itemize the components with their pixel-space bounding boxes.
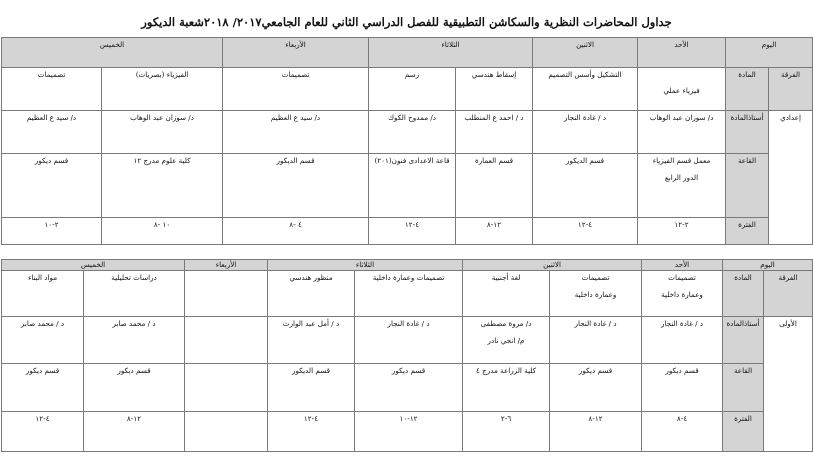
teacher-cell: د / احمد ع المنطلب xyxy=(456,110,533,153)
hall-cell: قسم العمارة xyxy=(456,154,533,217)
row-label-period: الفترة xyxy=(723,411,764,451)
period-cell: ١٠ -٨ xyxy=(102,217,223,244)
hall-cell xyxy=(185,363,268,411)
day-header-sunday: الأحد xyxy=(642,260,723,271)
period-cell xyxy=(185,411,268,451)
period-cell: ٦-٢ xyxy=(463,411,550,451)
teacher-cell: د/ سيد ع العظيم xyxy=(223,110,369,153)
row-label-period: الفترة xyxy=(726,217,769,244)
hall-cell: قسم ديكور xyxy=(642,363,723,411)
hall-cell: قسم الديكور xyxy=(223,154,369,217)
hall-cell: قسم ديكور xyxy=(550,363,642,411)
period-cell: ١٢-٨ xyxy=(550,411,642,451)
hall-cell: كلية علوم مدرج ١٢ xyxy=(102,154,223,217)
day-header-monday: الاثنين xyxy=(463,260,642,271)
period-cell: ٤-١٢ xyxy=(2,411,84,451)
subject-cell: الفيزياء (بصريات) xyxy=(102,67,223,110)
hall-cell: معمل قسم الفيزياء الدور الرابع xyxy=(638,154,726,217)
group-header: الفرقة xyxy=(764,271,813,317)
subject-cell: رسم xyxy=(369,67,456,110)
day-header-tuesday: الثلاثاء xyxy=(268,260,463,271)
period-cell: ٤-١٢ xyxy=(369,217,456,244)
subject-cell: تصميمات وعمارة داخلية xyxy=(355,271,463,317)
period-cell: ٢-١٢ xyxy=(638,217,726,244)
day-header-wednesday: الأربعاء xyxy=(223,38,369,68)
page-title: جداول المحاضرات النظرية والسكاشن التطبيقية للفصل الدراسي الثاني للعام الجامعي٢٠١٧/ ٢٠١٨شعبة الديكور xyxy=(141,15,672,29)
hall-cell: قسم الديكور xyxy=(533,154,638,217)
row-label-subject: المادة xyxy=(726,67,769,110)
subject-cell: التشكيل وأسس التصميم xyxy=(533,67,638,110)
period-cell: ١٢-١٠ xyxy=(355,411,463,451)
teacher-cell: د/ سوزان عبد الوهاب xyxy=(102,110,223,153)
teacher-cell: د / أمل عبد الوارث xyxy=(268,317,355,363)
hall-cell: قسم ديكور xyxy=(2,154,102,217)
teacher-cell: د/ سوزان عبد الوهاب xyxy=(638,110,726,153)
day-header: اليوم xyxy=(723,260,813,271)
day-header-thursday: الخميس xyxy=(2,38,223,68)
period-cell: ١٢-٨ xyxy=(456,217,533,244)
day-header-wednesday: الأربعاء xyxy=(185,260,268,271)
period-cell: ١٢-٨ xyxy=(84,411,185,451)
hall-cell: قسم ديكور xyxy=(355,363,463,411)
subject-cell: منظور هندسي xyxy=(268,271,355,317)
group-header: الفرقة xyxy=(769,67,813,110)
day-header-sunday: الأحد xyxy=(638,38,726,68)
subject-cell: فيزياء عملي xyxy=(638,67,726,110)
hall-cell: قسم ديكور xyxy=(2,363,84,411)
hall-cell: قاعة الاعدادى فنون(٢٠١) xyxy=(369,154,456,217)
period-cell: ٤-٨ xyxy=(642,411,723,451)
period-cell: ٤ -٨ xyxy=(223,217,369,244)
hall-cell: قسم ديكور xyxy=(84,363,185,411)
subject-cell: تصميمات وعمارة داخلية xyxy=(550,271,642,317)
subject-cell: إسقاط هندسي xyxy=(456,67,533,110)
period-cell: ٢-١٠ xyxy=(2,217,102,244)
teacher-cell: د / غادة النجار xyxy=(550,317,642,363)
subject-cell: لغة أجنبية xyxy=(463,271,550,317)
period-cell: ٤-١٢ xyxy=(533,217,638,244)
subject-cell: مواد البناء xyxy=(2,271,84,317)
day-header: اليوم xyxy=(726,38,813,68)
group-name: إعدادي xyxy=(769,110,813,244)
schedule-table-preparatory xyxy=(1,37,813,245)
day-header-monday: الاثنين xyxy=(533,38,638,68)
teacher-cell: د / غادة النجار xyxy=(642,317,723,363)
row-label-hall: القاعة xyxy=(723,363,764,411)
teacher-cell: د/ مروة مصطفى م/ انجي نادر xyxy=(463,317,550,363)
row-label-subject: المادة xyxy=(723,271,764,317)
subject-cell: تصميمات وعمارة داخلية xyxy=(642,271,723,317)
subject-cell: تصميمات xyxy=(223,67,369,110)
row-label-teacher: أستاذالمادة xyxy=(726,110,769,153)
hall-cell: كلية الزراعة مدرج ٤ xyxy=(463,363,550,411)
subject-cell: دراسات تحليلية xyxy=(84,271,185,317)
teacher-cell: د/ ممدوح الكوك xyxy=(369,110,456,153)
hall-cell: قسم الديكور xyxy=(268,363,355,411)
period-cell: ٤-١٢ xyxy=(268,411,355,451)
teacher-cell: د / غادة النجار xyxy=(355,317,463,363)
group-name: الأولى xyxy=(764,317,813,452)
teacher-cell: د / محمد صابر xyxy=(2,317,84,363)
schedule-table-first-year xyxy=(1,259,813,452)
teacher-cell: د / غادة النجار xyxy=(533,110,638,153)
subject-cell: تصميمات xyxy=(2,67,102,110)
day-header-tuesday: الثلاثاء xyxy=(369,38,533,68)
teacher-cell xyxy=(185,317,268,363)
row-label-teacher: أستاذالمادة xyxy=(723,317,764,363)
subject-cell xyxy=(185,271,268,317)
teacher-cell: د/ سيد ع العظيم xyxy=(2,110,102,153)
day-header-thursday: الخميس xyxy=(2,260,185,271)
row-label-hall: القاعة xyxy=(726,154,769,217)
teacher-cell: د / محمد صابر xyxy=(84,317,185,363)
